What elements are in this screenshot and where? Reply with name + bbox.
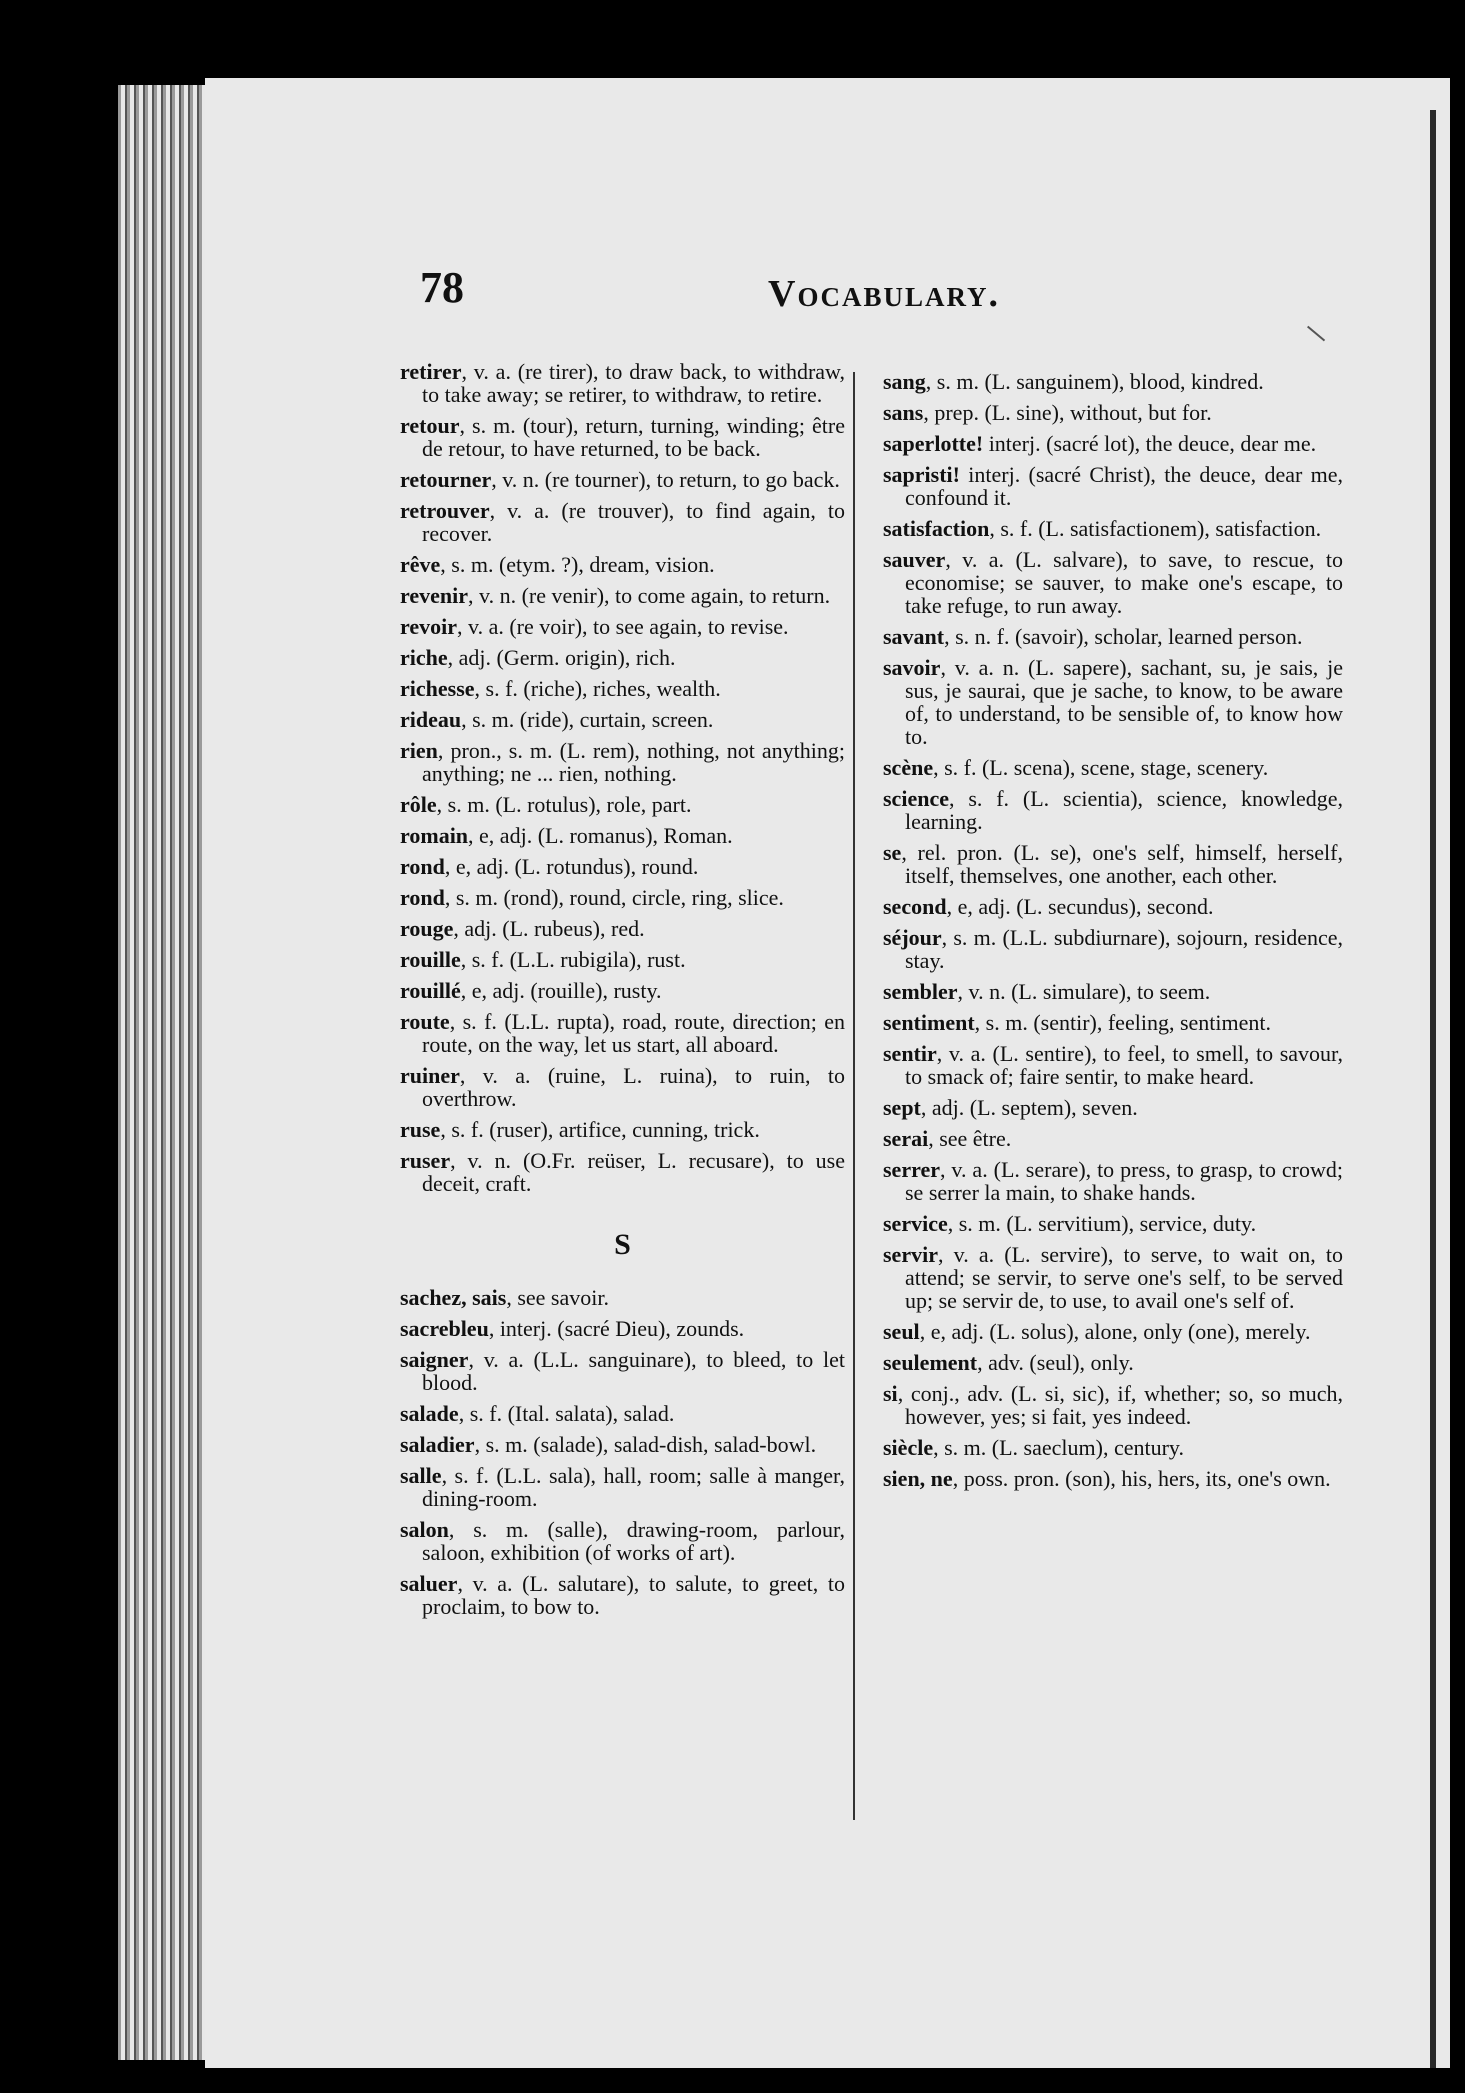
- dictionary-entry: [400, 708, 845, 731]
- dictionary-entry: [883, 656, 1343, 748]
- entry-headword: sans: [883, 400, 924, 425]
- dictionary-entry: [883, 625, 1343, 648]
- entry-definition: , s. f. (Ital. salata), salad.: [458, 1401, 675, 1426]
- dictionary-entry: [883, 1096, 1343, 1119]
- entry-definition: , v. n. (L. simulare), to seem.: [957, 979, 1211, 1004]
- entry-headword: romain: [400, 823, 469, 848]
- entry-definition: , adj. (L. septem), seven.: [920, 1095, 1138, 1120]
- entry-headword: ruiner: [400, 1063, 460, 1088]
- entry-definition: , poss. pron. (son), his, hers, its, one's own.: [952, 1466, 1331, 1491]
- dictionary-entry: [400, 793, 845, 816]
- dictionary-entry: [400, 1518, 845, 1564]
- entry-headword: sacrebleu: [400, 1316, 489, 1341]
- entry-headword: scène: [883, 755, 934, 780]
- entry-headword: rond: [400, 854, 445, 879]
- entry-definition: , e, adj. (rouille), rusty.: [460, 978, 662, 1003]
- entry-headword: ruse: [400, 1117, 441, 1142]
- dictionary-entry: [400, 414, 845, 460]
- entry-definition: , s. f. (L.L. sala), hall, room; salle à manger, dining-room.: [422, 1463, 845, 1511]
- entry-definition: , s. m. (etym. ?), dream, vision.: [440, 552, 715, 577]
- right-column: [883, 370, 1343, 1498]
- dictionary-entry: [883, 756, 1343, 779]
- entry-definition: , s. m. (L.L. subdiurnare), sojourn, residence, stay.: [905, 925, 1343, 973]
- book-page-edges: [118, 85, 218, 2060]
- entry-headword: savant: [883, 624, 945, 649]
- entry-definition: , v. a. (L. salutare), to salute, to greet, to proclaim, to bow to.: [422, 1571, 845, 1619]
- entry-definition: , e, adj. (L. secundus), second.: [946, 894, 1214, 919]
- dictionary-entry: [883, 432, 1343, 455]
- dictionary-entry: [400, 499, 845, 545]
- left-entries: [400, 360, 845, 1195]
- dictionary-entry: [883, 1127, 1343, 1150]
- dictionary-entry: [883, 370, 1343, 393]
- entry-headword: satisfaction: [883, 516, 990, 541]
- dictionary-entry: [883, 1320, 1343, 1343]
- entry-definition: , s. m. (L. rotulus), role, part.: [436, 792, 692, 817]
- entry-definition: , see savoir.: [506, 1285, 609, 1310]
- entry-definition: interj. (sacré Christ), the deuce, dear me, confound it.: [905, 462, 1343, 510]
- entry-headword: sien, ne: [883, 1466, 953, 1491]
- entry-definition: , s. f. (ruser), artifice, cunning, trick.: [440, 1117, 760, 1142]
- dictionary-entry: [883, 463, 1343, 509]
- entry-headword: serai: [883, 1126, 929, 1151]
- dictionary-entry: [400, 855, 845, 878]
- dictionary-entry: [400, 739, 845, 785]
- dictionary-entry: [400, 1464, 845, 1510]
- entry-headword: salle: [400, 1463, 442, 1488]
- dictionary-entry: [883, 895, 1343, 918]
- entry-definition: , v. a. (re tirer), to draw back, to withdraw, to take away; se retirer, to withdraw, to retire.: [422, 359, 845, 407]
- entry-headword: séjour: [883, 925, 942, 950]
- dictionary-entry: [883, 841, 1343, 887]
- entry-definition: , s. f. (L.L. rubigila), rust.: [460, 947, 686, 972]
- entry-definition: , s. f. (L. scientia), science, knowledge, learning.: [905, 786, 1343, 834]
- dictionary-entry: [883, 1212, 1343, 1235]
- entry-definition: , s. m. (L. servitium), service, duty.: [947, 1211, 1257, 1236]
- entry-headword: sept: [883, 1095, 921, 1120]
- entry-definition: , s. m. (sentir), feeling, sentiment.: [974, 1010, 1271, 1035]
- entry-headword: saladier: [400, 1432, 475, 1457]
- entry-headword: serrer: [883, 1157, 940, 1182]
- entry-definition: , adj. (L. rubeus), red.: [453, 916, 645, 941]
- entry-headword: saperlotte!: [883, 431, 984, 456]
- dictionary-entry: [400, 1572, 845, 1618]
- entry-headword: retourner: [400, 467, 492, 492]
- entry-headword: seul: [883, 1319, 920, 1344]
- entry-definition: , s. m. (ride), curtain, screen.: [461, 707, 714, 732]
- entry-headword: retour: [400, 413, 460, 438]
- entry-definition: , e, adj. (L. rotundus), round.: [444, 854, 699, 879]
- entry-definition: , s. m. (rond), round, circle, ring, slice.: [444, 885, 784, 910]
- entry-headword: rouillé: [400, 978, 461, 1003]
- entry-definition: , rel. pron. (L. se), one's self, himself, herself, itself, themselves, one another, each other.: [901, 840, 1343, 888]
- entry-definition: , s. m. (L. sanguinem), blood, kindred.: [925, 369, 1264, 394]
- entry-headword: sapristi!: [883, 462, 960, 487]
- section-letter: S: [614, 1228, 631, 1261]
- dictionary-entry: [400, 1064, 845, 1110]
- entry-definition: , v. n. (re tourner), to return, to go back.: [491, 467, 840, 492]
- entry-definition: , s. m. (tour), return, turning, winding; être de retour, to have returned, to be back.: [422, 413, 845, 461]
- entry-headword: second: [883, 894, 947, 919]
- dictionary-entry: [400, 824, 845, 847]
- entry-headword: se: [883, 840, 902, 865]
- dictionary-entry: [400, 646, 845, 669]
- entry-definition: , conj., adv. (L. si, sic), if, whether; so, so much, however, yes; si fait, yes indeed.: [897, 1381, 1343, 1429]
- dictionary-entry: [883, 1011, 1343, 1034]
- entry-headword: ruser: [400, 1148, 451, 1173]
- dictionary-entry: [883, 1467, 1343, 1490]
- dictionary-entry: [400, 615, 845, 638]
- dictionary-entry: [400, 1010, 845, 1056]
- entry-definition: , s. m. (salle), drawing-room, parlour, saloon, exhibition (of works of art).: [422, 1517, 845, 1565]
- entry-definition: , s. m. (salade), salad-dish, salad-bowl.: [474, 1432, 817, 1457]
- dictionary-entry: [400, 886, 845, 909]
- dictionary-entry: [400, 553, 845, 576]
- entry-definition: , v. n. (re venir), to come again, to return.: [468, 583, 831, 608]
- dictionary-entry: [883, 787, 1343, 833]
- column-divider: [853, 372, 855, 1820]
- entry-definition: , prep. (L. sine), without, but for.: [923, 400, 1212, 425]
- entry-headword: service: [883, 1211, 948, 1236]
- dictionary-entry: [400, 948, 845, 971]
- entry-definition: , v. a. (L. serare), to press, to grasp, to crowd; se serrer la main, to shake hands.: [905, 1157, 1343, 1205]
- entry-definition: , adj. (Germ. origin), rich.: [447, 645, 676, 670]
- entry-definition: , s. m. (L. saeclum), century.: [933, 1435, 1184, 1460]
- entry-definition: , v. a. (re trouver), to find again, to recover.: [422, 498, 845, 546]
- right-entries: [883, 370, 1343, 1490]
- dictionary-entry: [883, 980, 1343, 1003]
- dictionary-entry: [400, 1433, 845, 1456]
- left-entries-s: [400, 1286, 845, 1618]
- entry-headword: si: [883, 1381, 898, 1406]
- running-title: Vocabulary.: [768, 273, 1001, 315]
- dictionary-entry: [883, 1382, 1343, 1428]
- entry-definition: , v. a. (L.L. sanguinare), to bleed, to let blood.: [422, 1347, 845, 1395]
- entry-definition: , v. a. (re voir), to see again, to revise.: [457, 614, 789, 639]
- entry-definition: , s. f. (L.L. rupta), road, route, direction; en route, on the way, let us start, all aboard.: [422, 1009, 845, 1057]
- entry-headword: revenir: [400, 583, 469, 608]
- entry-definition: , s. n. f. (savoir), scholar, learned person.: [944, 624, 1303, 649]
- entry-headword: rouge: [400, 916, 454, 941]
- entry-definition: , v. n. (O.Fr. reüser, L. recusare), to use deceit, craft.: [422, 1148, 845, 1196]
- entry-headword: route: [400, 1009, 450, 1034]
- dictionary-entry: [883, 1436, 1343, 1459]
- entry-headword: salade: [400, 1401, 459, 1426]
- dictionary-entry: [883, 1243, 1343, 1312]
- page-right-edge: [1430, 110, 1436, 2068]
- entry-headword: sentir: [883, 1041, 937, 1066]
- entry-headword: retrouver: [400, 498, 490, 523]
- entry-definition: , s. f. (L. scena), scene, stage, scenery.: [933, 755, 1269, 780]
- entry-headword: sentiment: [883, 1010, 975, 1035]
- entry-headword: rien: [400, 738, 438, 763]
- entry-headword: rond: [400, 885, 445, 910]
- entry-headword: saluer: [400, 1571, 458, 1596]
- dictionary-entry: [400, 584, 845, 607]
- dictionary-entry: [400, 979, 845, 1002]
- dictionary-entry: [883, 926, 1343, 972]
- entry-definition: , v. a. (L. sentire), to feel, to smell, to savour, to smack of; faire sentir, to make heard.: [905, 1041, 1343, 1089]
- dictionary-entry: [400, 1286, 845, 1309]
- entry-headword: salon: [400, 1517, 449, 1542]
- entry-definition: , e, adj. (L. solus), alone, only (one), merely.: [919, 1319, 1311, 1344]
- dictionary-entry: [400, 1348, 845, 1394]
- dictionary-entry: [883, 517, 1343, 540]
- entry-headword: savoir: [883, 655, 941, 680]
- dictionary-entry: [400, 1149, 845, 1195]
- entry-headword: riche: [400, 645, 448, 670]
- entry-headword: sachez, sais: [400, 1285, 507, 1310]
- page-number: 78: [420, 263, 464, 312]
- entry-definition: , s. f. (riche), riches, wealth.: [474, 676, 721, 701]
- dictionary-entry: [883, 1158, 1343, 1204]
- entry-headword: rideau: [400, 707, 462, 732]
- dictionary-entry: [400, 677, 845, 700]
- entry-definition: , v. a. (ruine, L. ruina), to ruin, to overthrow.: [422, 1063, 845, 1111]
- entry-definition: interj. (sacré lot), the deuce, dear me.: [983, 431, 1317, 456]
- entry-definition: , v. a. (L. salvare), to save, to rescue, to economise; se sauver, to make one's escape, to take refuge, to run away.: [905, 547, 1343, 618]
- entry-definition: , see être.: [928, 1126, 1012, 1151]
- dictionary-entry: [400, 1118, 845, 1141]
- entry-headword: seulement: [883, 1350, 978, 1375]
- dictionary-entry: [883, 548, 1343, 617]
- dictionary-entry: [883, 1042, 1343, 1088]
- entry-definition: , v. a. n. (L. sapere), sachant, su, je sais, je sus, je saurai, que je sache, to know, to be aware of, to understand, to be sensible of, to know how to.: [905, 655, 1343, 749]
- entry-headword: richesse: [400, 676, 475, 701]
- entry-headword: saigner: [400, 1347, 469, 1372]
- dictionary-entry: [883, 401, 1343, 424]
- entry-headword: sauver: [883, 547, 946, 572]
- dictionary-entry: [400, 360, 845, 406]
- entry-definition: , s. f. (L. satisfactionem), satisfaction.: [989, 516, 1322, 541]
- dictionary-entry: [400, 468, 845, 491]
- dictionary-entry: [883, 1351, 1343, 1374]
- entry-headword: rôle: [400, 792, 437, 817]
- entry-definition: , v. a. (L. servire), to serve, to wait on, to attend; se servir, to serve one's self, to be served up; se servir de, to use, to avail one's self of.: [905, 1242, 1343, 1313]
- entry-headword: servir: [883, 1242, 938, 1267]
- entry-headword: rêve: [400, 552, 441, 577]
- entry-headword: sang: [883, 369, 926, 394]
- entry-headword: revoir: [400, 614, 458, 639]
- entry-definition: , pron., s. m. (L. rem), nothing, not anything; anything; ne ... rien, nothing.: [422, 738, 845, 786]
- dictionary-entry: [400, 917, 845, 940]
- dictionary-entry: [400, 1402, 845, 1425]
- entry-headword: siècle: [883, 1435, 934, 1460]
- dictionary-entry: [400, 1317, 845, 1340]
- entry-headword: retirer: [400, 359, 462, 384]
- entry-definition: , adv. (seul), only.: [977, 1350, 1134, 1375]
- entry-headword: rouille: [400, 947, 461, 972]
- entry-headword: sembler: [883, 979, 958, 1004]
- left-column: [400, 360, 845, 1626]
- entry-headword: science: [883, 786, 949, 811]
- entry-definition: , interj. (sacré Dieu), zounds.: [488, 1316, 745, 1341]
- entry-definition: , e, adj. (L. romanus), Roman.: [468, 823, 733, 848]
